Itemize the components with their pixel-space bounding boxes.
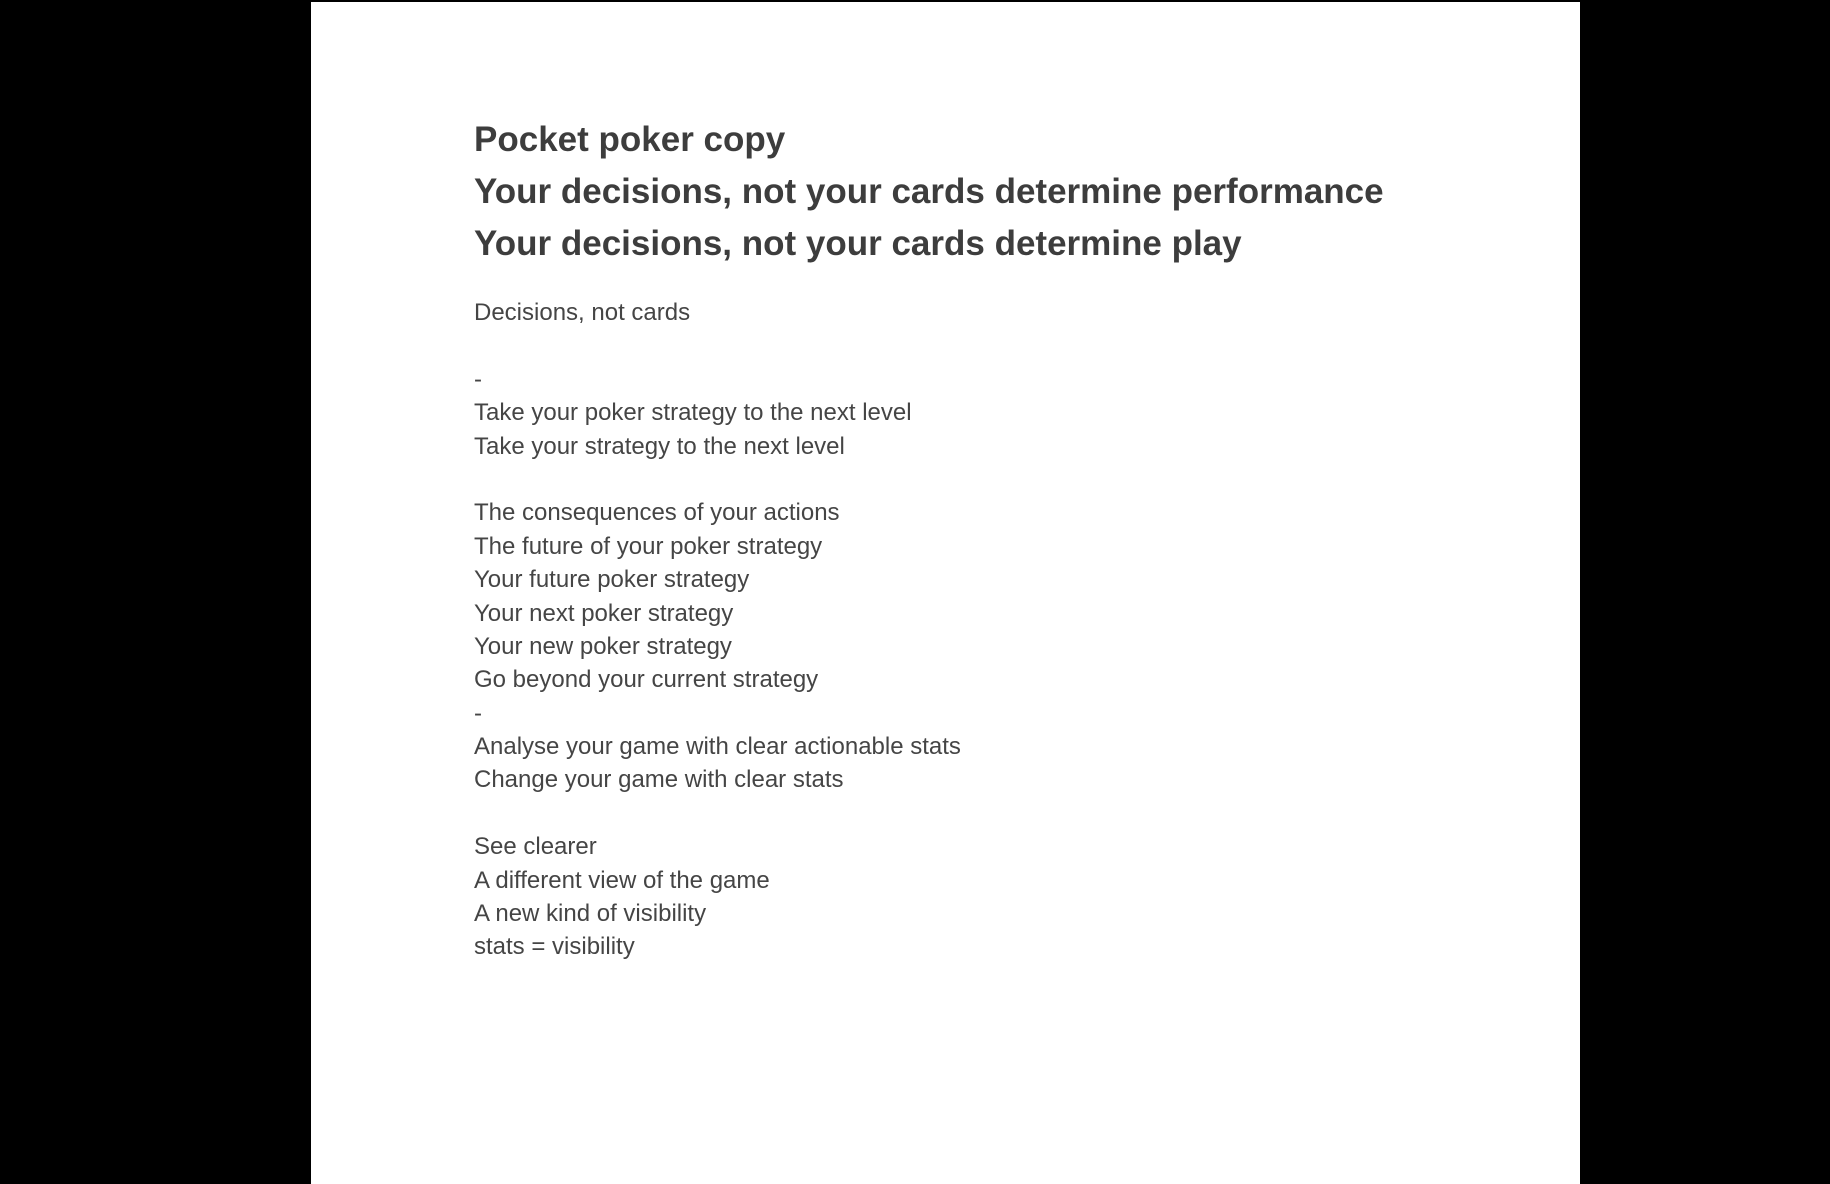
blank-line	[474, 329, 1524, 362]
text-line: Your next poker strategy	[474, 599, 734, 627]
blank-line	[474, 463, 1524, 496]
text-line: Your new poker strategy	[474, 632, 732, 660]
note-title: Pocket poker copy	[474, 120, 786, 159]
text-line: Take your poker strategy to the next level	[474, 399, 912, 427]
text-line: A different view of the game	[474, 866, 770, 894]
text-line: stats = visibility	[474, 933, 635, 961]
text-line: Your future poker strategy	[474, 566, 750, 594]
note-heading: Your decisions, not your cards determine play	[474, 224, 1242, 263]
text-line: The future of your poker strategy	[474, 532, 823, 560]
blank-line	[474, 797, 1524, 830]
text-line: Analyse your game with clear actionable stats	[474, 733, 961, 761]
text-line: Go beyond your current strategy	[474, 666, 819, 694]
note-heading: Your decisions, not your cards determine performance	[474, 172, 1384, 211]
note-page[interactable]	[311, 2, 1580, 1184]
note-content[interactable]	[474, 114, 1524, 964]
text-line: A new kind of visibility	[474, 900, 707, 928]
note-body	[474, 296, 1524, 964]
text-line: Change your game with clear stats	[474, 766, 844, 794]
text-line: Take your strategy to the next level	[474, 432, 845, 460]
separator-line: -	[474, 699, 482, 727]
text-line: See clearer	[474, 833, 597, 861]
text-line: Decisions, not cards	[474, 299, 691, 326]
text-line: The consequences of your actions	[474, 499, 840, 527]
separator-line: -	[474, 365, 482, 393]
